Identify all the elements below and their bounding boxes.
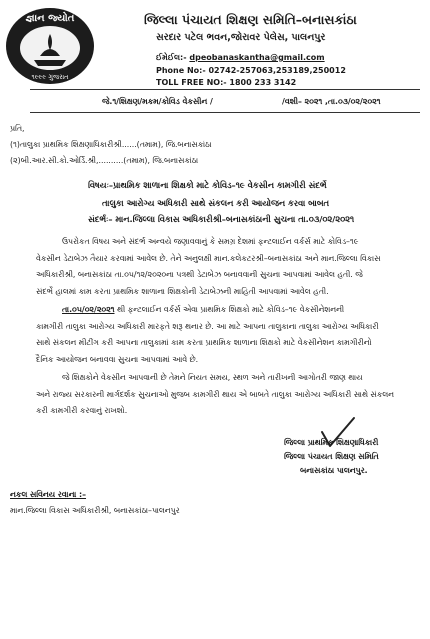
reference-number: જે.૧/શિક્ષણ/મકમ/કોવિડ વેકસીન / — [102, 97, 213, 106]
paragraph-line: કરી કામગીરી કરવાનું રાખશો. — [36, 406, 128, 415]
subject-line-1: વિષયઃ–પ્રાથમિક શાળાના શિક્ષકો માટે કોવિડ–૧૯ વેકસીન કામગીરી સંદર્ભે — [88, 180, 327, 190]
reference-divider — [30, 112, 420, 113]
office-title: જિલ્લા પંચાયત શિક્ષણ સમિતિ–બનાસકાંઠા — [144, 12, 357, 27]
paragraph-line: ઉપરોકત વિષય અને સંદર્ભ અન્વયે જણાવવાનું કે સમગ્ર દેશમાં ફન્ટલાઈન વર્કર્સ માટે કોવિડ–૧૯ — [62, 237, 359, 246]
body-paragraph-1 — [36, 234, 422, 300]
paragraph-line: વેકસીન ડેટાબેઝ તૈયાર કરવામાં આવેલ છે. તેને અનુલક્ષી માન.કલેકટરશ્રી–બનાસકાંઠા અને માન.જિલ્લા વિકાસ — [36, 253, 381, 263]
copy-heading: નકલ સવિનય રવાના :– — [10, 490, 87, 499]
subject-line-2: તાલુકા આરોગ્ય અધિકારી સાથે સંકલન કરી આયોજન કરવા બાબત — [102, 198, 329, 208]
paragraph-line — [36, 302, 422, 319]
body-paragraph-3 — [36, 370, 422, 420]
paragraph-line: સંદર્ભે હાલમાં કામ કરતા પ્રાથમિક શાળાના શિક્ષકોની ડેટાબેઝની માહિતી આપવામાં આવેલ હતી. — [36, 286, 329, 296]
body-paragraph-2 — [36, 302, 422, 368]
office-phone: Phone No:- 02742-257063,253189,250012 — [156, 66, 346, 75]
recipient-line-1: (૧)તાલુકા પ્રાથમિક શિક્ષણાધિકારીશ્રી......(તમામ), જિ.બનાસકાંઠા — [10, 140, 212, 149]
signatory-office: જિલ્લા પંચાયત શિક્ષણ સમિતિ — [284, 452, 379, 461]
paragraph-line: દૈનિક આયોજન બનાવવા સુચના આપવામાં આવે છે. — [36, 354, 199, 364]
paragraph-line-rest: થી ફન્ટલાઈન વર્કર્સ એવા પ્રાથમિક શિક્ષકો માટે કોવિડ–૧૯ વેકસીનેશનની — [116, 305, 345, 314]
reference-date: /વશી– ૨૦૨૧ ,તા.૦૩/૦૨/૨૦૨૧ — [282, 97, 381, 106]
vaccination-start-date: તા.૦૫/૦૨/૨૦૨૧ — [62, 305, 115, 314]
paragraph-line: અધિકારીશ્રી, બનાસકાંઠા તા.૦૫/૧૨/૨૦૨૦ના પત્રથી ડેટાબેઝ બનાવવાની સુચના આપવામાં આવેલ હતી. જે — [36, 270, 363, 279]
recipient-line-2: (૨)બી.આર.સી.કો.ઓર્ડિ.શ્રી,..........(તમામ), જિ.બનાસકાંઠા — [10, 156, 199, 165]
logo-top-text: જ્ઞાન જ્યોત — [25, 13, 75, 24]
office-address: સરદાર પટેલ ભવન,જોરાવર પેલેસ, પાલનપુર — [156, 32, 326, 43]
paragraph-line: કામગીરી તાલુકા આરોગ્ય અધિકારી મારફતે શરૂ થનાર છે. આ માટે આપના તાલુકાના તાલુકા આરોગ્ય અધિકારી — [36, 321, 379, 331]
signatory-title: જિલ્લા પ્રાથમિક શિક્ષણાધિકારી — [284, 438, 379, 447]
gyan-jyot-logo-icon — [4, 6, 96, 86]
office-email-link[interactable]: dpeobanaskantha@gmail.com — [189, 53, 325, 62]
office-email-line — [156, 53, 325, 63]
logo-bottom-text: ૧૯૯૯ ગુજરાત — [31, 73, 69, 81]
paragraph-line: સાથે સંકલન મીટીંગ કરી આપના તાલુકામાં કામ કરતા પ્રાથમિક શાળાના શિક્ષકો માટે વેકસીનેશન કામગીરીનો — [36, 338, 372, 347]
paragraph-line: અને રાજ્ય સરકારની માર્ગદર્શક સુચનાઓ મુજબ કામગીરી થાય એ બાબતે તાલુકા આરોગ્ય અધિકારી સાથે સંકલન — [36, 389, 394, 399]
email-label: ઈમેઈલ:- — [156, 53, 187, 62]
paragraph-line: જે શિક્ષકોને વેકસીન આપવાની છે તેમને નિયત સમય, સ્થળ અને તારીખની આગોતરી જાણ થાય — [62, 373, 363, 382]
copy-recipient: માન.જિલ્લા વિકાસ અધિકારીશ્રી, બનાસકાંઠા–પાલનપુર — [10, 506, 180, 515]
recipients-prati: પ્રતિ, — [10, 124, 25, 133]
office-toll-free: TOLL FREE NO:- 1800 233 3142 — [156, 78, 297, 87]
signatory-location: બનાસકાંઠા પાલનપુર. — [300, 466, 368, 475]
subject-reference: સંદર્ભઃ– માન.જિલ્લા વિકાસ અધિકારીશ્રી–બનાસકાંઠાની સુચના તા.૦૩/૦૨/૨૦૨૧ — [88, 214, 355, 224]
header-divider — [30, 89, 420, 90]
